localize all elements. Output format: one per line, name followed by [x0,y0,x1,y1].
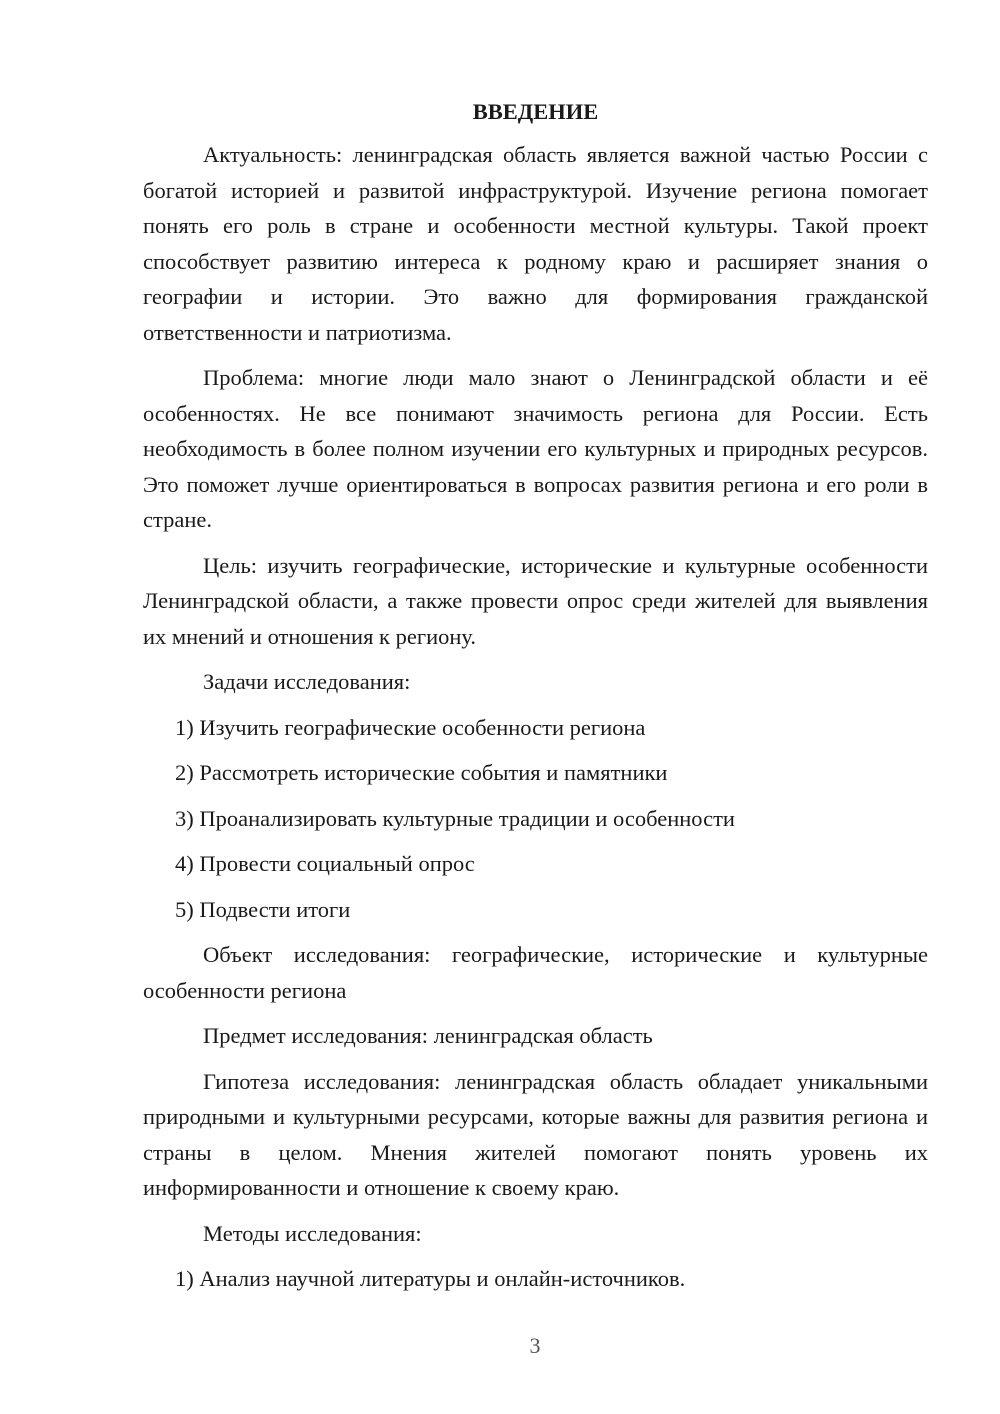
list-item: 1) Анализ научной литературы и онлайн-источников. [175,1266,686,1291]
problem-paragraph: Проблема: многие люди мало знают о Ленинградской области и её особенностях. Не все понимают значимость региона для России. Есть необходимость в более полном изучении его культурных и природных ресурсов. Это поможет лучше ориентироваться в вопросах развития региона и его роли в стране. [143,365,928,532]
page-number: 3 [529,1333,541,1358]
relevance-paragraph: Актуальность: ленинградская область является важной частью России с богатой историей и развитой инфраструктурой. Изучение региона помогает понять его роль в стране и особенности местной культуры. Такой проект способствует развитию интереса к родному краю и расширяет знания о географии и истории. Это важно для формирования гражданской ответственности и патриотизма. [143,142,928,345]
methods-heading: Методы исследования: [203,1220,422,1246]
list-item: 2) Рассмотреть исторические события и памятники [175,760,668,785]
list-item: 1) Изучить географические особенности региона [175,714,646,740]
hypothesis-paragraph: Гипотеза исследования: ленинградская область обладает уникальными природными и культурными ресурсами, которые важны для развития региона и страны в целом. Мнения жителей помогают понять уровень их информированности и отношение к своему краю. [143,1068,928,1200]
list-item: 4) Провести социальный опрос [175,851,475,876]
list-item: 3) Проанализировать культурные традиции и особенности [175,805,735,831]
object-paragraph: Объект исследования: географические, исторические и культурные особенности региона [143,942,928,1003]
tasks-heading: Задачи исследования: [203,669,411,694]
list-item: 5) Подвести итоги [175,896,351,922]
methods-list [143,1261,928,1297]
goal-paragraph: Цель: изучить географические, исторические и культурные особенности Ленинградской области, а также провести опрос среди жителей для выявления их мнений и отношения к региону. [143,552,928,649]
document-page [143,96,928,1307]
subject-paragraph: Предмет исследования: ленинградская область [203,1023,653,1048]
section-title: ВВЕДЕНИЕ [472,99,599,124]
tasks-list [143,710,928,928]
